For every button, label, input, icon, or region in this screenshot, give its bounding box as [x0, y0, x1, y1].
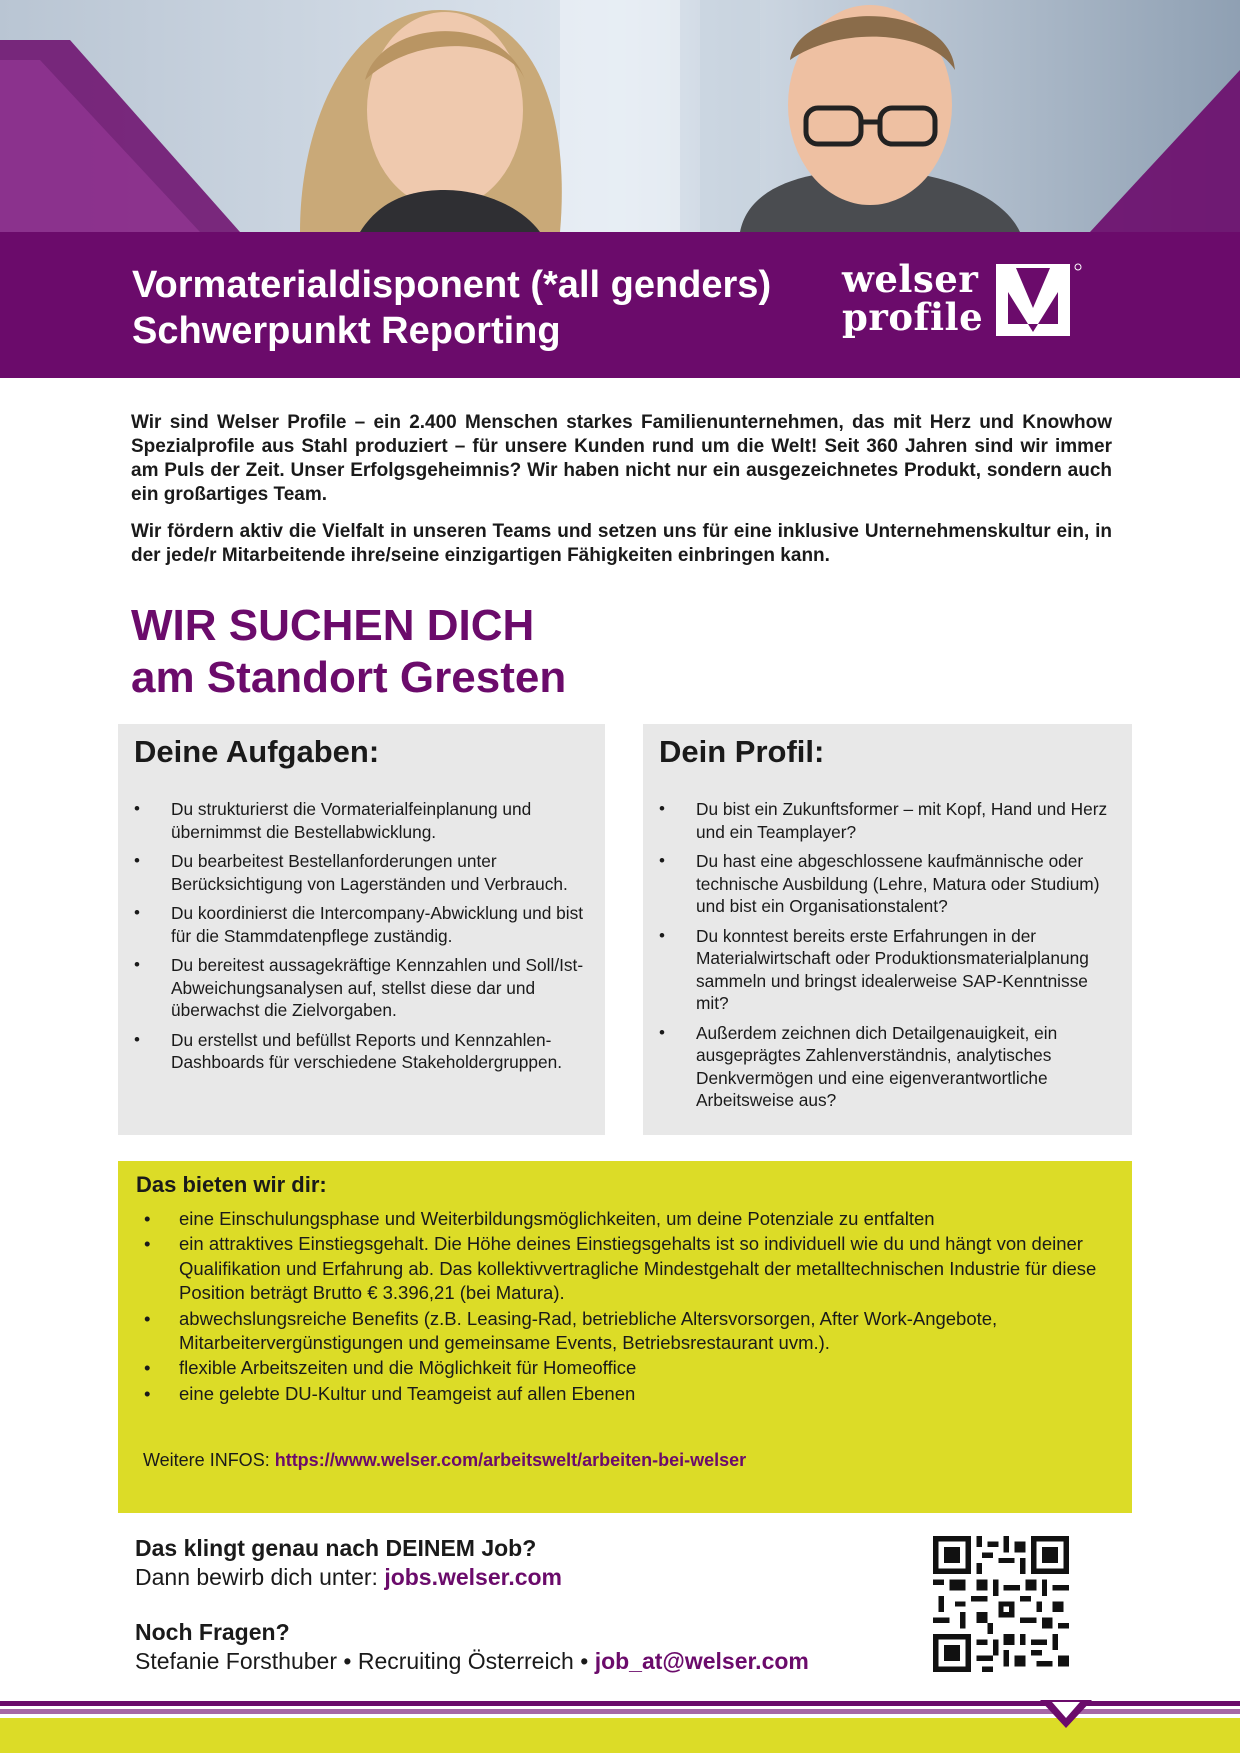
profile-heading: Dein Profil: — [659, 734, 825, 769]
footer-stripes — [0, 1690, 1240, 1753]
list-item: • abwechslungsreiche Benefits (z.B. Leasing-Rad, betriebliche Altersvorsorgen, After Work-Angebote, Mitarbeitervergünstigungen und gemeinsame Events, Betriebsrestaurant uvm.). — [136, 1307, 1114, 1356]
title-band — [0, 232, 1240, 378]
list-item: • Du bereitest aussagekräftige Kennzahlen und Soll/Ist-Abweichungsanalysen auf, stellst diese dar und überwachst die Zielvorgaben. — [134, 954, 589, 1022]
apply-line — [135, 1563, 809, 1592]
contact-person-line — [135, 1647, 809, 1676]
intro-paragraph-1: Wir sind Welser Profile – ein 2.400 Menschen starkes Familienunternehmen, das mit Herz und Knowhow Spezialprofile aus Stahl produziert – für unsere Kunden rund um die Welt! Seit 360 Jahren sind wir immer am Puls der Zeit. Unser Erfolgsgeheimnis? Wir haben nicht nur ein ausgezeichnetes Produkt, sondern auch ein großartiges Team. — [131, 412, 1112, 505]
welser-profile-logo — [842, 257, 1092, 350]
logo-wordmark — [842, 257, 984, 339]
intro-paragraph-2: Wir fördern aktiv die Vielfalt in unseren Teams und setzen uns für eine inklusive Unternehmenskultur ein, in der jede/r Mitarbeitende ihre/seine einzigartigen Fähigkeiten einbringen kann. — [131, 521, 1112, 566]
list-item: • flexible Arbeitszeiten und die Möglichkeit für Homeoffice — [136, 1356, 1114, 1380]
apply-text: Dann bewirb dich unter: — [135, 1564, 385, 1590]
company-intro — [131, 411, 1112, 581]
tasks-heading: Deine Aufgaben: — [134, 734, 380, 769]
job-title-line1: Vormaterialdisponent (*all genders) — [132, 264, 772, 306]
logo-line1: welser — [842, 257, 979, 301]
more-info-label: Weitere INFOS: — [143, 1450, 275, 1470]
headline — [131, 600, 566, 704]
logo-mark-icon — [994, 262, 1084, 340]
list-item: • Du erstellst und befüllst Reports und Kennzahlen-Dashboards für verschiedene Stakeholdergruppen. — [134, 1029, 589, 1074]
list-item: • Du hast eine abgeschlossene kaufmännische oder technische Ausbildung (Lehre, Matura oder Studium) und bist ein Organisationstalent? — [659, 850, 1116, 918]
job-title-line2: Schwerpunkt Reporting — [132, 310, 561, 352]
job-title — [132, 262, 771, 354]
headline-line2: am Standort Gresten — [131, 653, 567, 702]
list-item: • Du konntest bereits erste Erfahrungen in der Materialwirtschaft oder Produktionsmaterialplanung sammeln und bringst idealerweise SAP-Kenntnisse mit? — [659, 925, 1116, 1015]
tasks-panel — [118, 724, 605, 1135]
people-photo-illustration — [0, 0, 1240, 232]
contact-section — [135, 1534, 809, 1676]
list-item: • Du bist ein Zukunftsformer – mit Kopf, Hand und Herz und ein Teamplayer? — [659, 798, 1116, 843]
offer-list — [136, 1207, 1114, 1406]
list-item: • eine gelebte DU-Kultur und Teamgeist auf allen Ebenen — [136, 1382, 1114, 1406]
tasks-list — [134, 798, 589, 1074]
list-item: • ein attraktives Einstiegsgehalt. Die Höhe deines Einstiegsgehalts ist so individuell wie du und hängt von deiner Qualifikation und Erfahrung ab. Das kollektivvertragliche Mindestgehalt der metalltechnischen Industrie für diese Position beträgt Brutto € 3.396,21 (bei Matura). — [136, 1232, 1114, 1305]
logo-line2: profile — [842, 295, 984, 339]
list-item: • Du bearbeitest Bestellanforderungen unter Berücksichtigung von Lagerständen und Verbrauch. — [134, 850, 589, 895]
hero-photo — [0, 0, 1240, 232]
list-item: • Außerdem zeichnen dich Detailgenauigkeit, ein ausgeprägtes Zahlenverständnis, analytisches Denkvermögen und eine eigenverantwortliche Arbeitsweise aus? — [659, 1022, 1116, 1112]
contact-email-link[interactable]: job_at@welser.com — [594, 1648, 809, 1674]
more-info-link[interactable]: https://www.welser.com/arbeitswelt/arbeiten-bei-welser — [274, 1450, 747, 1470]
more-info — [143, 1450, 746, 1471]
list-item: • Du strukturierst die Vormaterialfeinplanung und übernimmst die Bestellabwicklung. — [134, 798, 589, 843]
profile-list — [659, 798, 1116, 1112]
offer-box — [118, 1161, 1132, 1513]
profile-panel — [643, 724, 1132, 1135]
offer-heading: Das bieten wir dir: — [136, 1172, 327, 1197]
apply-question: Das klingt genau nach DEINEM Job? — [135, 1535, 537, 1561]
contact-person: Stefanie Forsthuber • Recruiting Österreich • — [135, 1648, 595, 1674]
list-item: • Du koordinierst die Intercompany-Abwicklung und bist für die Stammdatenpflege zuständig. — [134, 902, 589, 947]
list-item: • eine Einschulungsphase und Weiterbildungsmöglichkeiten, um deine Potenziale zu entfalten — [136, 1207, 1114, 1231]
apply-link[interactable]: jobs.welser.com — [384, 1564, 563, 1590]
questions-heading: Noch Fragen? — [135, 1619, 290, 1645]
headline-line1: WIR SUCHEN DICH — [131, 601, 535, 650]
qr-code-icon[interactable] — [933, 1536, 1069, 1672]
